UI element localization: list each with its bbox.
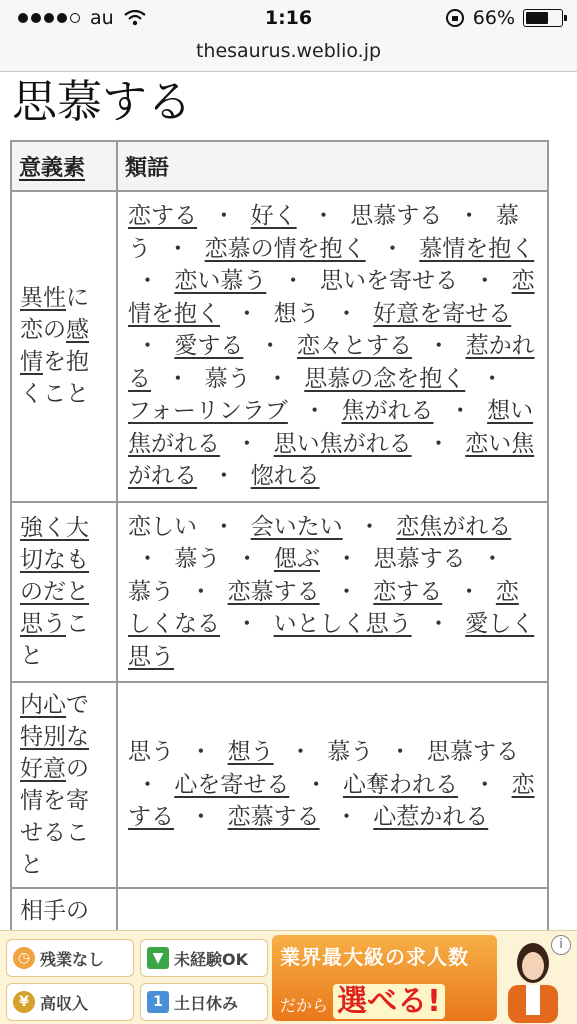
synonym-link[interactable]: 慕情を抱く <box>419 235 535 262</box>
separator-dot: ・ <box>480 546 504 572</box>
synonym-link[interactable]: 恋慕する <box>227 804 320 831</box>
separator-dot: ・ <box>357 513 381 540</box>
meaning-link[interactable]: 強く大 <box>20 514 89 541</box>
table-row <box>11 888 548 934</box>
synonym-link[interactable]: 恋い慕う <box>174 268 267 294</box>
meaning-link[interactable]: のだと <box>20 578 89 605</box>
thesaurus-table <box>10 140 549 935</box>
ad-cell-weekends-off[interactable] <box>140 983 268 1021</box>
synonym-link[interactable]: 心奪われる <box>342 771 458 798</box>
ad-info-icon[interactable]: i <box>551 935 571 955</box>
url-text: thesaurus.weblio.jp <box>195 40 382 62</box>
synonym-link[interactable]: 愛しく思う <box>128 611 535 670</box>
separator-dot: ・ <box>212 463 236 489</box>
synonym-text: 思う <box>128 739 174 766</box>
ad-promo-headline: 業界最大級の求人数 <box>280 945 469 969</box>
meaning-text: せるこ <box>20 820 89 846</box>
synonym-link[interactable]: 好意を寄せる <box>373 300 512 327</box>
battery-icon <box>523 9 563 27</box>
synonym-link[interactable]: 恋慕する <box>227 578 320 605</box>
separator-dot: ・ <box>426 430 450 457</box>
synonym-text: 思いを寄せる <box>319 268 458 294</box>
carrier-label: au <box>90 7 114 29</box>
ad-promo-subline <box>280 976 489 1020</box>
synonym-link[interactable]: 恋する <box>373 578 443 605</box>
separator-dot: ・ <box>235 611 259 637</box>
separator-dot: ・ <box>166 365 190 392</box>
separator-dot: ・ <box>335 546 359 572</box>
synonym-link[interactable]: 恋慕の情を抱く <box>204 235 366 262</box>
separator-dot: ・ <box>212 513 236 540</box>
separator-dot: ・ <box>473 268 497 294</box>
separator-dot: ・ <box>427 333 451 359</box>
meaning-text: で <box>66 692 89 718</box>
synonym-text: 慕う <box>174 546 221 572</box>
synonym-link[interactable]: 偲ぶ <box>273 546 320 572</box>
header-meaning <box>11 141 117 191</box>
synonym-link[interactable]: 愛する <box>174 333 244 359</box>
ad-promo[interactable] <box>272 935 497 1021</box>
ad-cell-high-income[interactable] <box>6 983 134 1021</box>
address-bar[interactable] <box>0 36 577 72</box>
table-row <box>11 191 548 502</box>
meaning-text: こ <box>66 610 89 637</box>
meaning-text: くこと <box>20 381 89 408</box>
separator-dot: ・ <box>457 578 481 605</box>
synonym-link[interactable]: 惚れる <box>250 463 320 489</box>
meaning-text: を抱 <box>43 349 89 376</box>
synonym-link[interactable]: 恋しくなる <box>128 578 519 637</box>
ad-cell-label: 未経験OK <box>174 949 249 969</box>
status-bar <box>0 0 577 36</box>
ad-promo-prefix: だから <box>280 996 329 1015</box>
meaning-text: の <box>66 756 89 782</box>
synonym-text: 恋しい <box>128 513 197 540</box>
ad-cell-label: 高収入 <box>40 993 89 1013</box>
calendar-icon: 1 <box>147 991 169 1013</box>
synonym-link[interactable]: 惹かれる <box>128 333 535 392</box>
battery-percent: 66% <box>472 7 515 29</box>
separator-dot: ・ <box>311 203 335 229</box>
separator-dot: ・ <box>136 268 159 294</box>
synonym-text: 思慕する <box>350 203 443 229</box>
ad-cell-label: 土日休み <box>174 993 239 1013</box>
meaning-text: と <box>20 642 43 669</box>
meaning-cell <box>11 191 117 502</box>
separator-dot: ・ <box>480 365 504 392</box>
synonym-link[interactable]: 恋情を抱く <box>128 268 535 327</box>
synonym-link[interactable]: いとしく思う <box>273 611 412 637</box>
meaning-cell <box>11 888 117 934</box>
separator-dot: ・ <box>334 300 358 327</box>
table-row <box>11 502 548 683</box>
separator-dot: ・ <box>288 739 312 766</box>
ad-banner[interactable] <box>0 930 577 1024</box>
page-title: 思慕する <box>12 75 193 128</box>
separator-dot: ・ <box>426 611 450 637</box>
synonym-text: 慕う <box>128 578 174 605</box>
synonym-link[interactable]: 恋する <box>128 203 197 229</box>
synonym-text: 慕う <box>204 365 251 392</box>
ad-promo-cta: 選べる! <box>333 984 445 1019</box>
synonym-link[interactable]: 会いたい <box>250 513 343 540</box>
synonym-link[interactable]: 焦がれる <box>341 398 434 424</box>
synonym-link[interactable]: 想う <box>227 739 274 766</box>
meaning-text: 情を寄 <box>20 788 89 814</box>
table-row <box>11 682 548 888</box>
synonyms-cell <box>117 502 548 683</box>
ad-cell-label: 残業なし <box>40 949 105 969</box>
separator-dot: ・ <box>304 771 328 798</box>
meaning-link[interactable]: 異性 <box>20 285 66 312</box>
meaning-link[interactable]: 好意 <box>20 756 66 782</box>
separator-dot: ・ <box>235 546 259 572</box>
header-meaning-link[interactable]: 意義素 <box>19 155 86 181</box>
synonym-text: 思慕する <box>373 546 466 572</box>
meaning-link[interactable]: 切なも <box>20 546 89 573</box>
separator-dot: ・ <box>265 365 289 392</box>
meaning-link[interactable]: 特別な <box>20 724 89 750</box>
synonym-link[interactable]: 恋々とする <box>296 333 412 359</box>
synonym-text: 慕う <box>327 739 374 766</box>
synonyms-cell <box>117 888 548 934</box>
separator-dot: ・ <box>388 739 412 766</box>
meaning-text: 相手の <box>20 898 89 924</box>
separator-dot: ・ <box>380 235 404 262</box>
meaning-text: と <box>20 852 43 878</box>
clock-icon: ◷ <box>13 947 35 969</box>
separator-dot: ・ <box>303 398 327 424</box>
synonym-text: 想う <box>273 300 320 327</box>
clock: 1:16 <box>264 7 313 29</box>
synonyms-cell <box>117 682 548 888</box>
synonym-link[interactable]: 好く <box>250 203 297 229</box>
beginner-mark-icon: ▼ <box>147 947 169 969</box>
separator-dot: ・ <box>166 235 190 262</box>
separator-dot: ・ <box>258 333 282 359</box>
money-bag-icon: ¥ <box>13 991 35 1013</box>
meaning-link[interactable]: 感 <box>66 317 89 344</box>
separator-dot: ・ <box>473 771 497 798</box>
separator-dot: ・ <box>189 578 213 605</box>
synonym-link[interactable]: 恋い焦がれる <box>128 430 535 489</box>
separator-dot: ・ <box>235 300 259 327</box>
synonym-link[interactable]: 心を寄せる <box>174 771 290 798</box>
synonym-link[interactable]: 想い焦がれる <box>128 398 534 457</box>
synonym-link[interactable]: フォーリンラブ <box>128 398 288 424</box>
synonym-link[interactable]: 恋焦がれる <box>396 513 512 540</box>
separator-dot: ・ <box>334 804 358 831</box>
synonym-link[interactable]: 思い焦がれる <box>273 430 412 457</box>
table-header-row <box>11 141 548 191</box>
meaning-link[interactable]: 思う <box>20 610 66 637</box>
separator-dot: ・ <box>334 578 358 605</box>
synonym-link[interactable]: 心惹かれる <box>373 804 489 831</box>
separator-dot: ・ <box>136 771 159 798</box>
meaning-text: に <box>66 285 89 312</box>
separator-dot: ・ <box>235 430 259 457</box>
separator-dot: ・ <box>457 203 481 229</box>
synonym-link[interactable]: 思慕の念を抱く <box>304 365 466 392</box>
ad-cell-no-experience[interactable] <box>140 939 268 977</box>
meaning-cell <box>11 682 117 888</box>
separator-dot: ・ <box>189 804 213 831</box>
meaning-link[interactable]: 情 <box>20 349 43 376</box>
synonym-text: 思慕する <box>426 739 519 766</box>
separator-dot: ・ <box>189 739 213 766</box>
meaning-text: 恋の <box>20 317 66 344</box>
header-words: 類語 <box>117 141 548 191</box>
separator-dot: ・ <box>281 268 305 294</box>
separator-dot: ・ <box>212 203 236 229</box>
synonyms-cell <box>117 191 548 502</box>
separator-dot: ・ <box>448 398 472 424</box>
meaning-link[interactable]: 内心 <box>20 692 66 718</box>
rotation-lock-icon <box>445 8 465 28</box>
synonym-link[interactable]: 恋する <box>128 771 535 831</box>
separator-dot: ・ <box>136 333 159 359</box>
synonym-text: 慕う <box>128 203 519 262</box>
ad-cell-no-overtime[interactable] <box>6 939 134 977</box>
separator-dot: ・ <box>136 546 159 572</box>
meaning-cell <box>11 502 117 683</box>
